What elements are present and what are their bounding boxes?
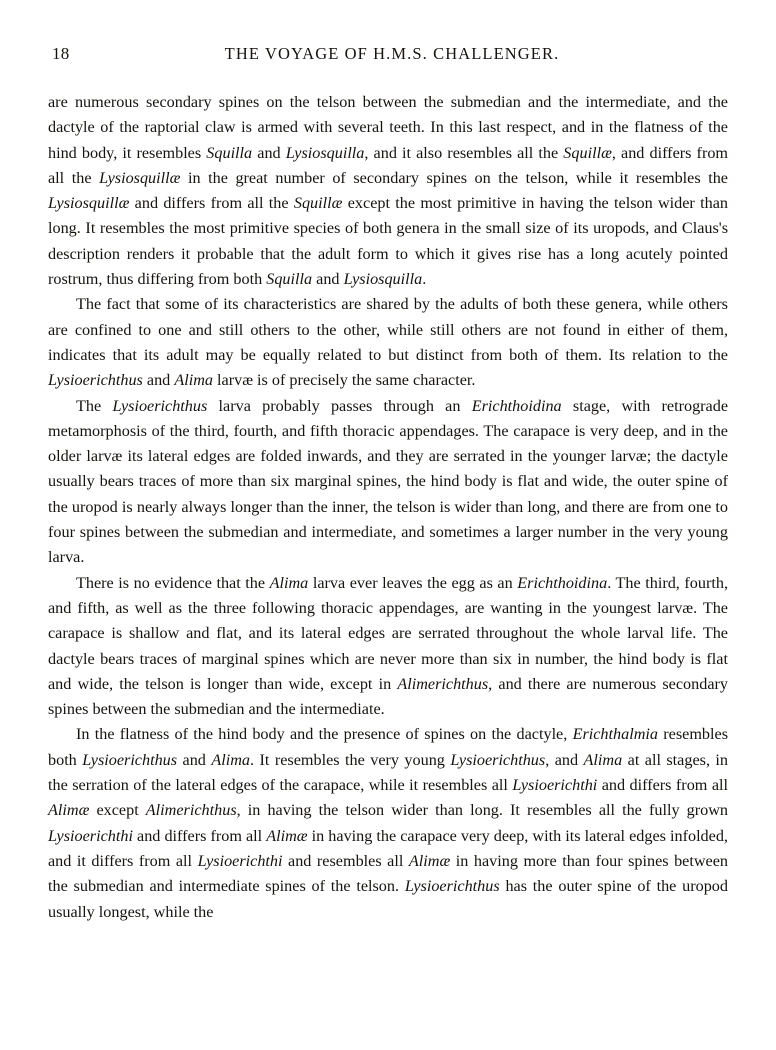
text-run: , and differs from all the	[48, 143, 729, 187]
italic-term: Lysioerichthus	[48, 371, 143, 390]
italic-term: Lysiosquillæ	[48, 194, 130, 213]
text-run: are numerous secondary spines on the telson between the submedian and the intermediate, and the dactyle of the raptorial claw is armed with several teeth. In this last respect, and in the flatness of the hind body, it resembles	[48, 93, 728, 162]
italic-term: Lysioerichthi	[197, 851, 283, 870]
italic-term: Lysioerichthus	[112, 396, 208, 415]
paragraph	[48, 571, 728, 723]
running-head	[48, 42, 728, 76]
text-run: larva probably passes through an	[207, 396, 472, 415]
text-run: , and there are numerous secondary spines between the submedian and the intermediate.	[48, 674, 728, 719]
text-run: larva ever leaves the egg as an	[308, 573, 518, 592]
italic-term: Erichthoidina	[471, 396, 562, 415]
text-run: The fact that some of its characteristics are shared by the adults of both these genera, while others are confined to one and still others to the other, while still others are not found in either of them, indicates that its adult may be equally related to but distinct from both of them. Its relation to the	[48, 295, 728, 364]
italic-term: Squillæ	[563, 143, 612, 162]
text-run: and differs from all	[132, 826, 267, 845]
italic-term: Erichthalmia	[572, 725, 658, 744]
italic-term: Alimerichthus	[145, 801, 237, 820]
paragraph	[48, 394, 728, 571]
text-run: in having the carapace very deep, with its lateral edges infolded, and it differs from all	[48, 826, 728, 870]
italic-term: Squilla	[206, 143, 253, 162]
text-run: In the flatness of the hind body and the presence of spines on the dactyle,	[76, 725, 573, 744]
text-run: and	[252, 143, 286, 162]
text-run: The	[76, 396, 113, 415]
paragraph	[48, 292, 728, 393]
text-run: . The third, fourth, and fifth, as well as the three following thoracic appendages, are wanting in the youngest larvæ. The carapace is shallow and flat, and its lateral edges are serrated throughout the whole larval life. The dactyle bears traces of marginal spines which are never more than six in number, the hind body is flat and wide, the telson is longer than wide, except in	[48, 573, 729, 693]
text-run: There is no evidence that the	[76, 573, 270, 592]
text-run: except the most primitive in having the telson wider than long. It resembles the most primitive species of both genera in the small size of its uropods, and Claus's description renders it probable that the adult form to which it gives rise has a long acutely pointed rostrum, thus differing from both	[48, 194, 728, 289]
italic-term: Alimerichthus	[397, 674, 489, 693]
text-run: .	[422, 270, 427, 289]
text-run: . It resembles the very young	[250, 750, 451, 769]
paragraph	[48, 90, 728, 292]
italic-term: Alimæ	[48, 801, 90, 820]
italic-term: Lysioerichthus	[82, 750, 178, 769]
italic-term: Lysiosquilla	[285, 143, 365, 162]
page-number: 18	[52, 44, 70, 63]
text-run: and	[177, 750, 212, 769]
italic-term: Alima	[174, 371, 213, 390]
italic-term: Alima	[269, 573, 309, 592]
page-title: THE VOYAGE OF H.M.S. CHALLENGER.	[224, 44, 560, 63]
italic-term: Lysiosquilla	[343, 270, 423, 289]
text-run: and resembles all	[282, 851, 409, 870]
italic-term: Lysiosquillæ	[99, 168, 181, 187]
text-run: and differs from all the	[129, 194, 294, 213]
text-run: , and	[545, 750, 584, 769]
text-run: larvæ is of precisely the same character.	[212, 371, 476, 390]
italic-term: Alima	[211, 750, 251, 769]
italic-term: Alimæ	[408, 851, 451, 870]
text-run: , and it also resembles all the	[364, 143, 564, 162]
paragraph	[48, 722, 728, 924]
text-run: has the outer spine of the uropod usually longest, while the	[48, 877, 728, 921]
italic-term: Squillæ	[293, 194, 343, 213]
text-run: and differs from all	[597, 776, 728, 795]
italic-term: Lysioerichthi	[512, 776, 598, 795]
text-run: , in having the telson wider than long. It resembles all the fully grown	[236, 801, 728, 820]
body-text	[48, 90, 728, 925]
text-run: and	[312, 270, 344, 289]
text-run: and	[142, 371, 175, 390]
text-run: resembles both	[48, 725, 728, 769]
text-run: at all stages, in the serration of the lateral edges of the carapace, while it resembles all	[48, 750, 729, 795]
italic-term: Alima	[583, 750, 623, 769]
text-run: in having more than four spines between the submedian and intermediate spines of the telson.	[48, 851, 729, 896]
text-run: in the great number of secondary spines on the telson, while it resembles the	[180, 168, 728, 187]
text-run: stage, with retrograde metamorphosis of the third, fourth, and fifth thoracic appendages. The carapace is very deep, and in the older larvæ its lateral edges are folded inwards, and they are serrated in the younger larvæ; the dactyle usually bears traces of more than six marginal spines, the hind body is flat and wide, the outer spine of the uropod is nearly always longer than the inner, the telson is wider than long, and there are from one to four spines between the submedian and intermediate, and sometimes a larger number in the very young larva.	[48, 396, 729, 567]
italic-term: Lysioerichthus	[404, 877, 500, 896]
italic-term: Squilla	[266, 270, 313, 289]
text-run: except	[89, 801, 146, 820]
italic-term: Erichthoidina	[517, 573, 608, 592]
italic-term: Lysioerichthi	[48, 826, 133, 845]
italic-term: Lysioerichthus	[450, 750, 546, 769]
italic-term: Alimæ	[266, 826, 308, 845]
